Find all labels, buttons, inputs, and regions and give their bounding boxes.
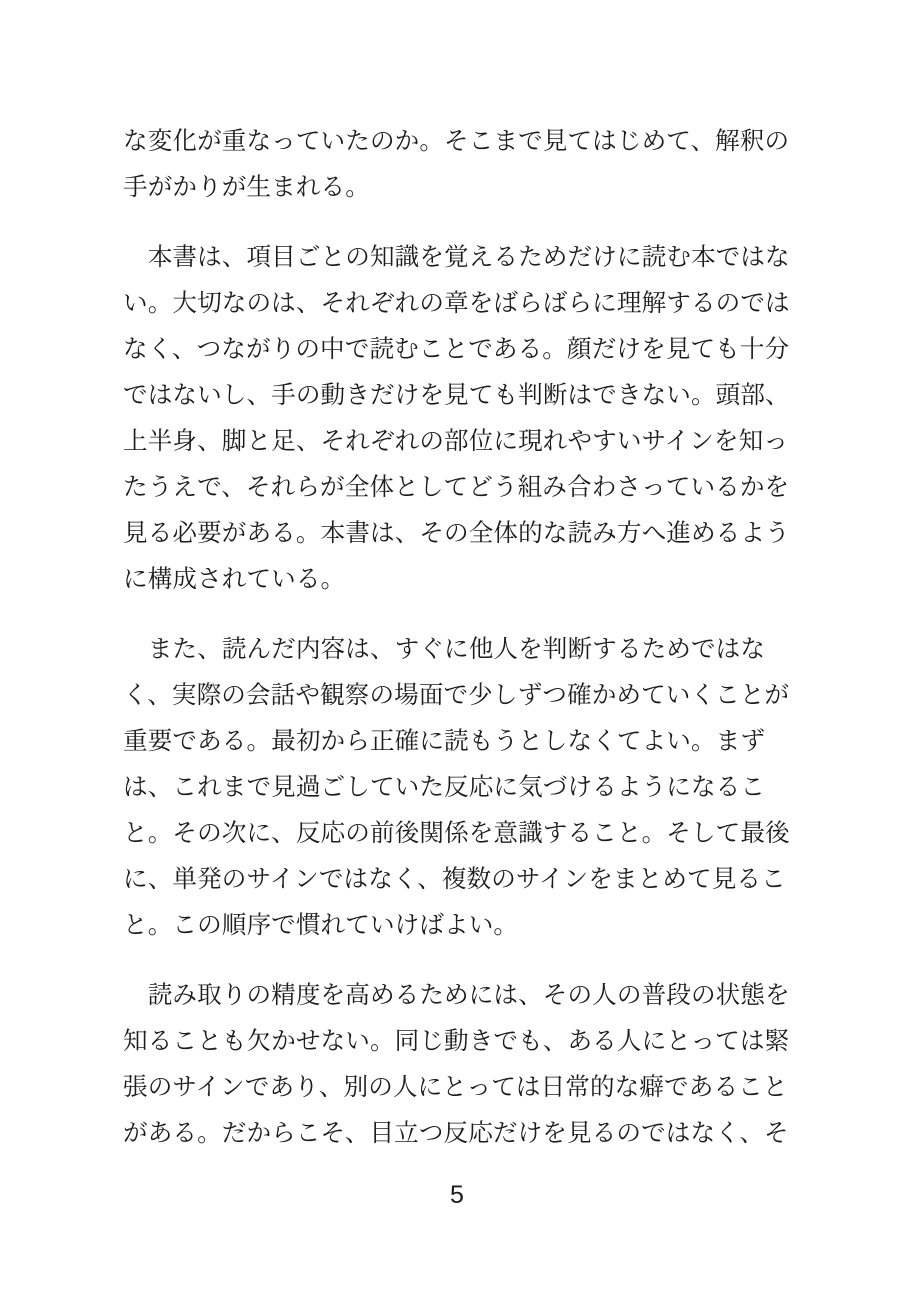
text-line: また、読んだ内容は、すぐに他人を判断するためではな	[123, 636, 766, 663]
paragraph-2	[123, 235, 803, 603]
page-number: 5	[450, 1181, 464, 1209]
text-line: 重要である。最初から正確に読もうとしなくてよい。まず	[123, 728, 766, 755]
text-line: く、実際の会話や観察の場面で少しずつ確かめていくことが	[123, 682, 790, 709]
text-line: なく、つながりの中で読むことである。顔だけを見ても十分	[123, 336, 790, 363]
text-line: と。その次に、反応の前後関係を意識すること。そして最後	[123, 820, 790, 847]
text-line: 読み取りの精度を高めるためには、その人の普段の状態を	[123, 982, 790, 1009]
text-line: に、単発のサインではなく、複数のサインをまとめて見るこ	[123, 866, 786, 893]
text-line: な変化が重なっていたのか。そこまで見てはじめて、解釈の	[123, 128, 790, 155]
text-line: に構成されている。	[123, 566, 346, 593]
text-line: 張のサインであり、別の人にとっては日常的な癖であること	[123, 1074, 788, 1101]
text-line: がある。だからこそ、目立つ反応だけを見るのではなく、そ	[123, 1120, 789, 1147]
text-line: ではないし、手の動きだけを見ても判断はできない。頭部、	[123, 382, 790, 409]
text-line: い。大切なのは、それぞれの章をばらばらに理解するのでは	[123, 290, 790, 317]
paragraph-1	[123, 119, 803, 211]
text-line: 見る必要がある。本書は、その全体的な読み方へ進めるよう	[123, 520, 790, 547]
text-line: は、これまで見過ごしていた反応に気づけるようになるこ	[123, 774, 766, 801]
paragraph-4	[123, 973, 803, 1157]
text-line: 上半身、脚と足、それぞれの部位に現れやすいサインを知っ	[123, 428, 789, 455]
text-line: 知ることも欠かせない。同じ動きでも、ある人にとっては緊	[123, 1028, 790, 1055]
text-line: たうえで、それらが全体としてどう組み合わさっているかを	[123, 474, 790, 501]
page-text	[123, 119, 803, 1157]
text-line: と。この順序で慣れていけばよい。	[123, 912, 519, 939]
paragraph-3	[123, 627, 803, 949]
text-line: 本書は、項目ごとの知識を覚えるためだけに読む本ではな	[123, 244, 790, 271]
text-line: 手がかりが生まれる。	[123, 174, 370, 201]
